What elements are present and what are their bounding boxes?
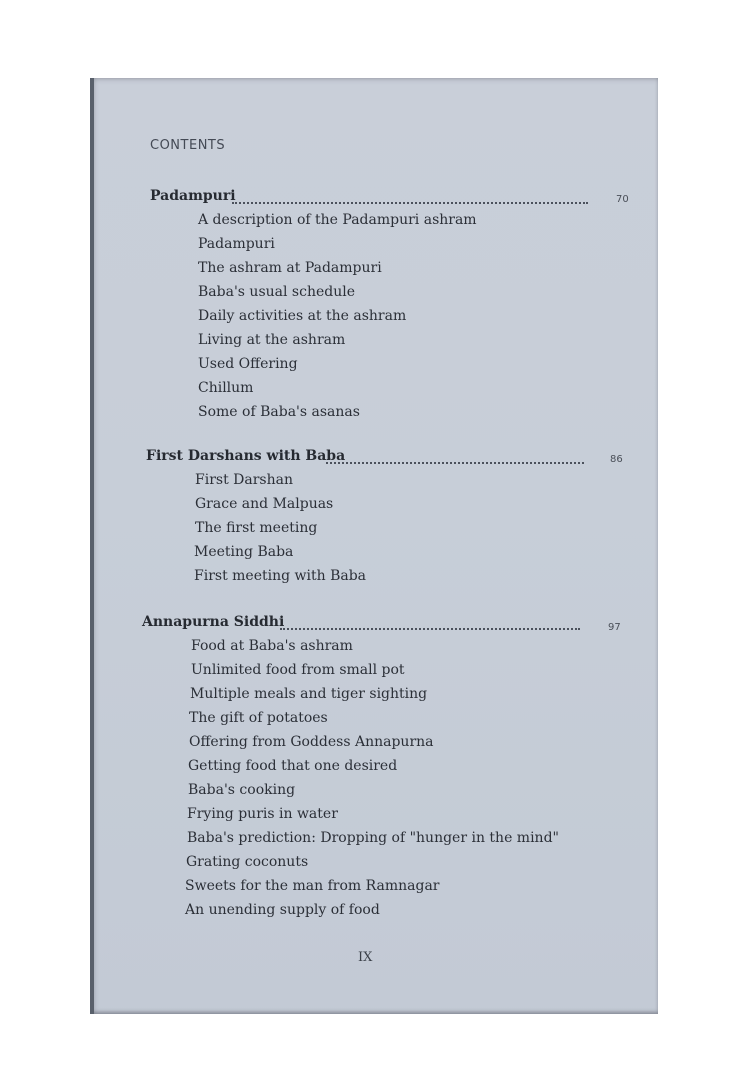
- toc-item: The first meeting: [195, 520, 318, 536]
- toc-section: [90, 614, 658, 918]
- toc-item: Baba's prediction: Dropping of "hunger in the mind": [187, 830, 559, 846]
- toc-item: Sweets for the man from Ramnagar: [185, 878, 440, 894]
- toc-section-row: [90, 188, 658, 212]
- toc-item: Baba's cooking: [188, 782, 296, 798]
- toc-section: [90, 448, 658, 584]
- toc-item: Used Offering: [198, 356, 298, 372]
- toc-item: Padampuri: [198, 236, 275, 252]
- toc-item: Daily activities at the ashram: [198, 308, 407, 324]
- toc-item: Unlimited food from small pot: [191, 662, 405, 678]
- toc-item: The gift of potatoes: [189, 710, 328, 726]
- page-number: IX: [358, 950, 373, 965]
- section-title: First Darshans with Baba: [146, 448, 346, 464]
- toc-item: A description of the Padampuri ashram: [198, 212, 477, 228]
- toc-section-row: [90, 448, 658, 472]
- toc-item: Frying puris in water: [187, 806, 338, 822]
- toc-item: Multiple meals and tiger sighting: [190, 686, 428, 702]
- section-page-number: 70: [616, 194, 629, 205]
- section-title: Annapurna Siddhi: [142, 614, 285, 630]
- toc-section-row: [90, 614, 658, 638]
- toc-item: Getting food that one desired: [188, 758, 398, 774]
- toc-item: Some of Baba's asanas: [198, 404, 360, 420]
- toc-item: Grace and Malpuas: [195, 496, 334, 512]
- dot-leader: [232, 202, 588, 204]
- toc-item: Offering from Goddess Annapurna: [189, 734, 434, 750]
- toc-item: Chillum: [198, 380, 254, 396]
- toc-item: Baba's usual schedule: [198, 284, 355, 300]
- toc-item: First Darshan: [195, 472, 293, 488]
- toc-item: An unending supply of food: [185, 902, 380, 918]
- toc-item: Grating coconuts: [186, 854, 309, 870]
- section-title: Padampuri: [150, 188, 236, 204]
- toc-item: Living at the ashram: [198, 332, 346, 348]
- section-page-number: 97: [608, 622, 621, 633]
- dot-leader: [326, 462, 584, 464]
- toc-item: The ashram at Padampuri: [198, 260, 382, 276]
- toc-section: [90, 188, 658, 420]
- toc-item: Food at Baba's ashram: [191, 638, 353, 654]
- dot-leader: [280, 628, 580, 630]
- toc-item: First meeting with Baba: [194, 568, 367, 584]
- contents-page: [90, 78, 658, 1014]
- toc-item: Meeting Baba: [194, 544, 294, 560]
- section-page-number: 86: [610, 454, 623, 465]
- page-heading: CONTENTS: [150, 138, 226, 153]
